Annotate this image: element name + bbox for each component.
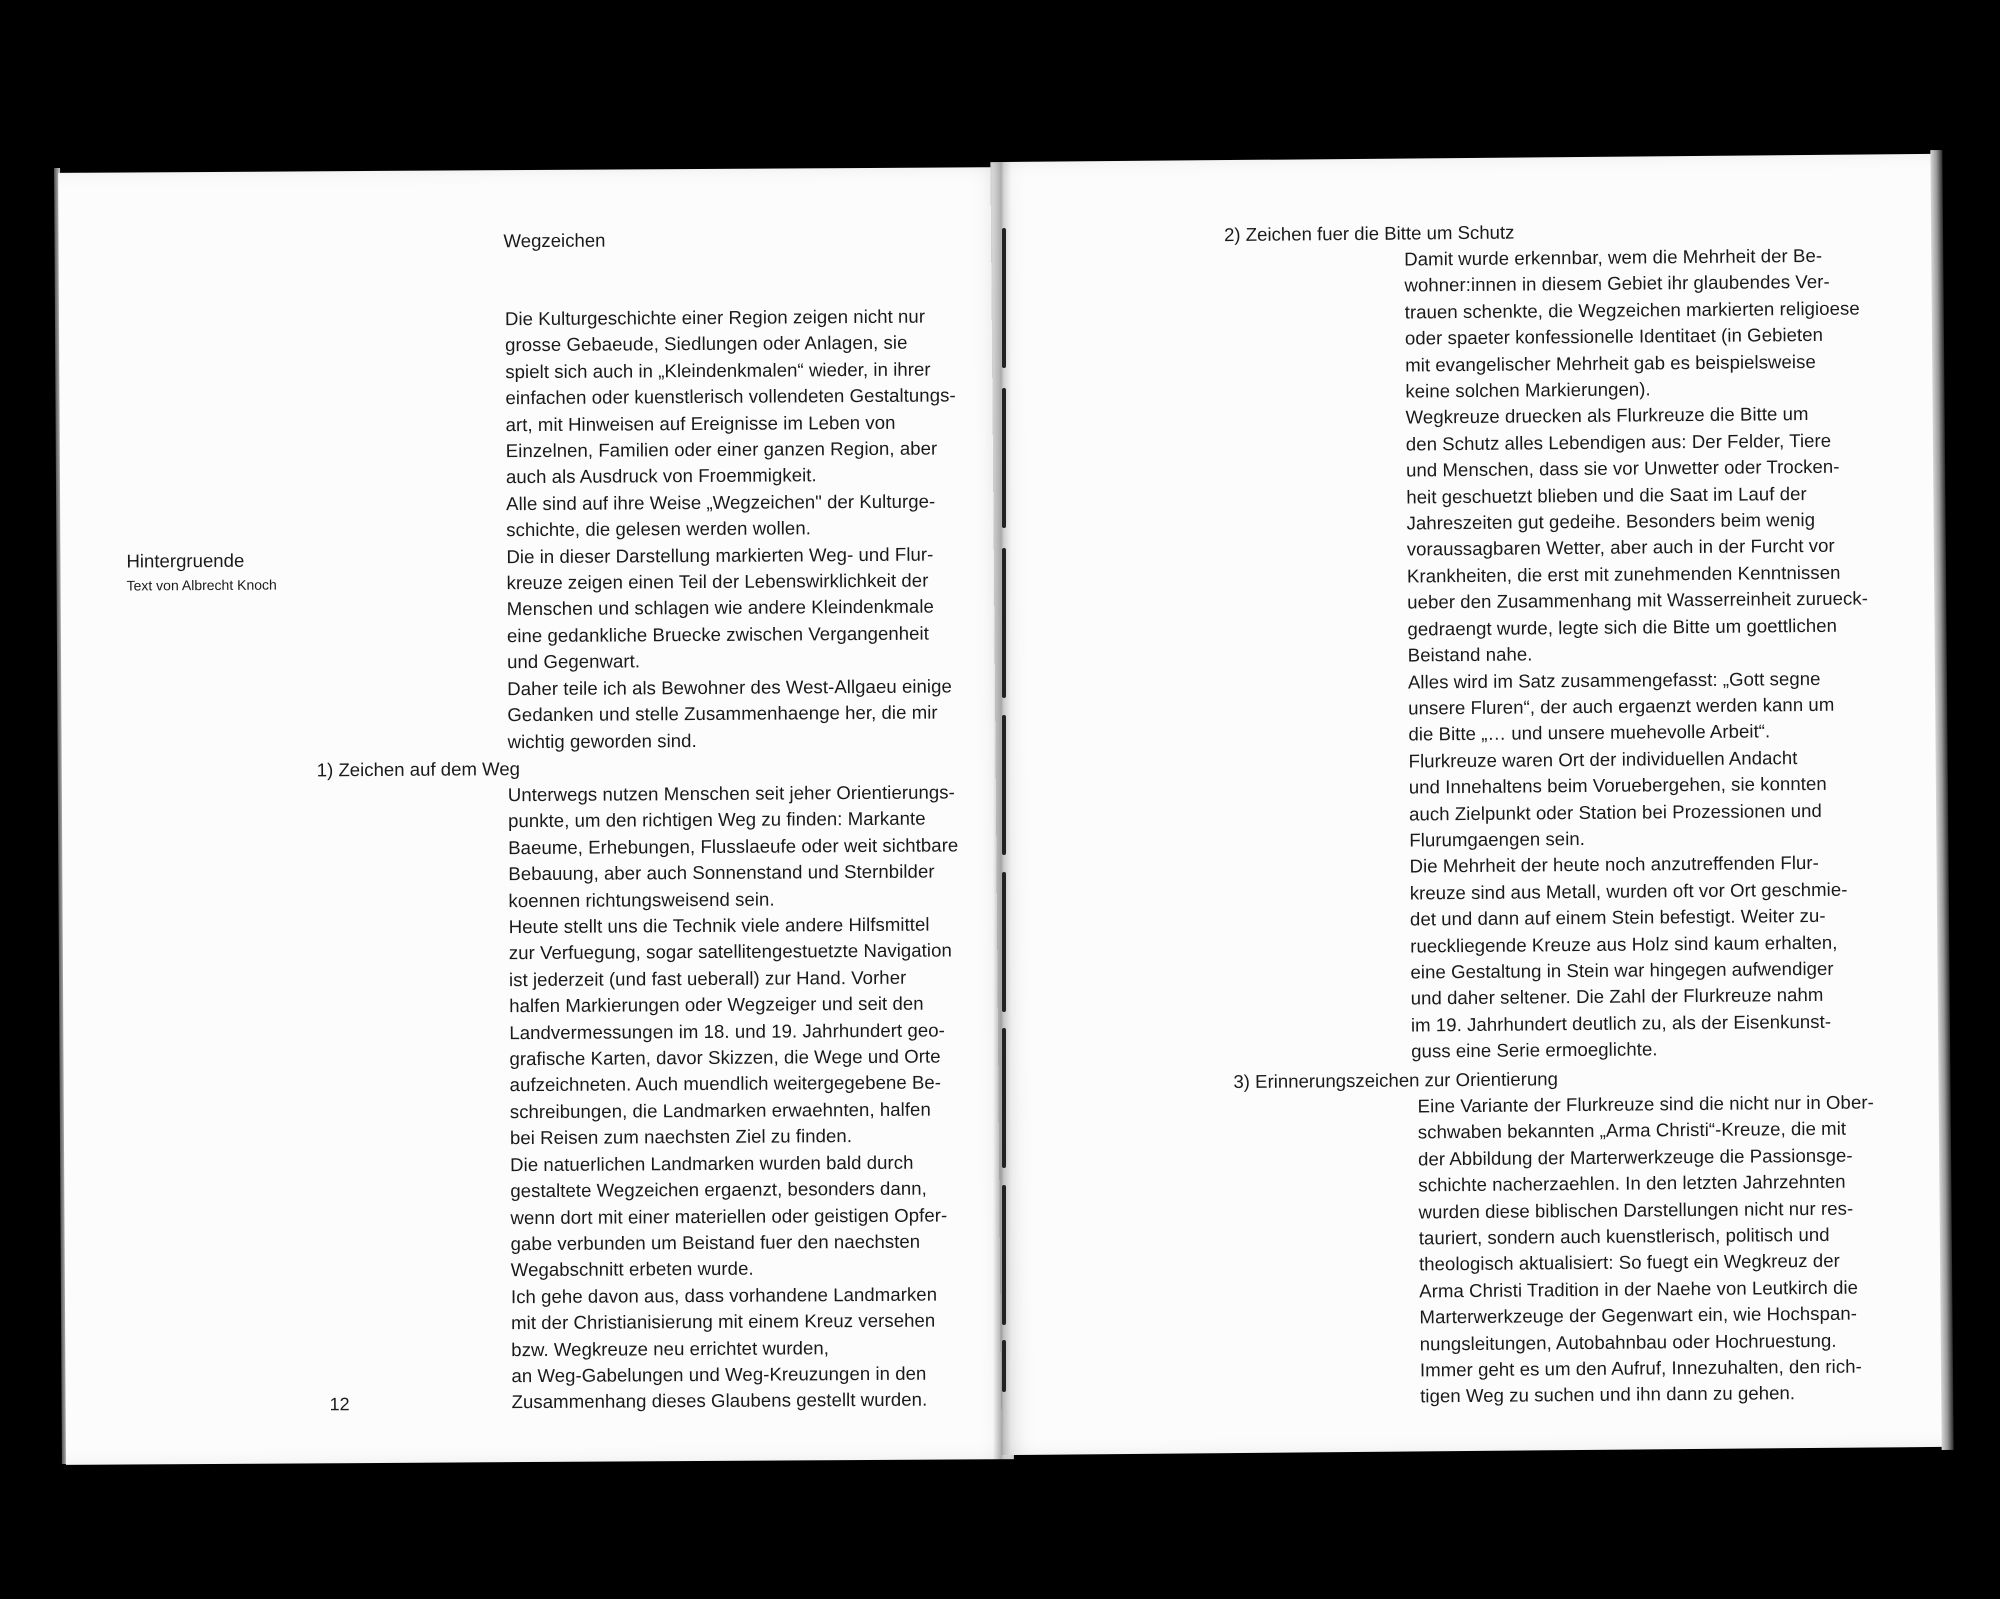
left-page: [58, 167, 1014, 1465]
text-line: voraussagbaren Wetter, aber auch in der Furcht vor: [1406, 535, 1835, 560]
text-line: Die natuerlichen Landmarken wurden bald durch: [510, 1151, 914, 1175]
text-line: Die Mehrheit der heute noch anzutreffenden Flur-: [1409, 852, 1819, 877]
text-line: wenn dort mit einer materiellen oder geistigen Opfer-: [510, 1203, 948, 1228]
section-text-2: [1404, 243, 1872, 1066]
text-line: ist jederzeit (und fast ueberall) zur Hand. Vorher: [508, 966, 907, 991]
text-line: Alles wird im Satz zusammengefasst: „Gott segne: [1407, 667, 1821, 693]
text-line: eine gedankliche Bruecke zwischen Vergangenheit: [506, 622, 929, 647]
text-line: und Innehaltens beim Voruebergehen, sie konnten: [1408, 772, 1827, 798]
text-line: den Schutz alles Lebendigen aus: Der Felder, Tiere: [1405, 429, 1832, 455]
text-line: Landvermessungen im 18. und 19. Jahrhundert geo-: [509, 1019, 945, 1043]
text-line: unsere Fluren“, der auch ergaenzt werden kann um: [1408, 693, 1835, 719]
text-line: Flurumgaengen sein.: [1409, 827, 1586, 851]
text-line: Einzelnen, Familien oder einer ganzen Region, aber: [505, 437, 938, 462]
binding-stitch: [1002, 1028, 1006, 1168]
binding-stitch: [1002, 872, 1006, 1012]
text-line: Die in dieser Darstellung markierten Weg- und Flur-: [506, 543, 934, 567]
text-line: punkte, um den richtigen Weg zu finden: Markante: [507, 808, 926, 832]
text-line: Marterwerkzeuge der Gegenwart ein, wie Hochspan-: [1419, 1302, 1858, 1328]
text-line: tigen Weg zu suchen und ihn dann zu gehen.: [1420, 1382, 1796, 1407]
text-line: mit evangelischer Mehrheit gab es beispielsweise: [1405, 350, 1816, 376]
text-line: schreibungen, die Landmarken erwaehnten, halfen: [509, 1098, 931, 1123]
intro-text: [505, 303, 958, 755]
text-line: kreuze zeigen einen Teil der Lebenswirklichkeit der: [506, 569, 929, 594]
text-line: grosse Gebaeude, Siedlungen oder Anlagen, sie: [505, 332, 908, 356]
binding-stitch: [1002, 228, 1006, 368]
text-line: Wegkreuze druecken als Flurkreuze die Bitte um: [1405, 403, 1809, 428]
text-line: tauriert, sondern auch kuenstlerisch, politisch und: [1418, 1223, 1830, 1249]
text-line: nungsleitungen, Autobahnbau oder Hochruestung.: [1419, 1329, 1837, 1355]
text-line: det und dann auf einem Stein befestigt. Weiter zu-: [1409, 905, 1826, 930]
text-line: spielt sich auch in „Kleindenkmalen“ wieder, in ihrer: [505, 358, 931, 382]
text-line: ueber den Zusammenhang mit Wasserreinheit zurueck-: [1407, 587, 1868, 613]
section-heading-3: 3) Erinnerungszeichen zur Orientierung: [1233, 1068, 1559, 1093]
text-line: und Menschen, dass sie vor Unwetter oder Trocken-: [1405, 455, 1840, 481]
text-line: schichte, die gelesen werden wollen.: [506, 517, 811, 541]
text-line: schwaben bekannten „Arma Christi“-Kreuze, die mit: [1417, 1118, 1847, 1143]
text-line: Bebauung, aber auch Sonnenstand und Sternbilder: [508, 860, 935, 885]
text-line: oder spaeter konfessionelle Identitaet (in Gebieten: [1404, 324, 1824, 349]
text-line: Baeume, Erhebungen, Flusslaeufe oder weit sichtbare: [508, 834, 959, 858]
text-line: die Bitte „… und unsere muehevolle Arbeit“.: [1408, 720, 1771, 745]
text-line: koennen richtungsweisend sein.: [508, 888, 775, 911]
text-line: Ich gehe davon aus, dass vorhandene Landmarken: [510, 1283, 938, 1307]
text-line: keine solchen Markierungen).: [1405, 378, 1651, 402]
text-line: an Weg-Gabelungen und Weg-Kreuzungen in den: [511, 1362, 927, 1387]
text-line: Gedanken und stelle Zusammenhaenge her, die mir: [507, 701, 938, 726]
text-line: wohner:innen in diesem Gebiet ihr glaubendes Ver-: [1404, 271, 1830, 296]
binding-stitch: [1002, 1340, 1006, 1392]
text-line: aufzeichneten. Auch muendlich weitergegebene Be-: [509, 1071, 942, 1096]
text-line: wichtig geworden sind.: [507, 729, 697, 752]
binding-stitch: [1002, 715, 1006, 855]
text-line: Flurkreuze waren Ort der individuellen Andacht: [1408, 746, 1798, 772]
text-line: Arma Christi Tradition in der Naehe von Leutkirch die: [1419, 1276, 1859, 1302]
text-line: rueckliegende Kreuze aus Holz sind kaum erhalten,: [1410, 931, 1838, 957]
text-line: theologisch aktualisiert: So fuegt ein Wegkreuz der: [1418, 1250, 1840, 1275]
binding-stitch: [1002, 1185, 1006, 1325]
text-line: heit geschuetzt blieben und die Saat im Lauf der: [1406, 482, 1807, 508]
text-line: Eine Variante der Flurkreuze sind die nicht nur in Ober-: [1417, 1091, 1874, 1117]
section-text-1: [508, 779, 962, 1415]
text-line: Menschen und schlagen wie andere Kleindenkmale: [506, 596, 934, 620]
text-line: Alle sind auf ihre Weise „Wegzeichen" der Kulturge-: [506, 490, 936, 515]
text-line: einfachen oder kuenstlerisch vollendeten Gestaltungs-: [505, 384, 956, 409]
text-line: guss eine Serie ermoeglichte.: [1411, 1038, 1658, 1062]
text-line: der Abbildung der Marterwerkzeuge die Passionsge-: [1417, 1144, 1853, 1170]
text-line: Zusammenhang dieses Glaubens gestellt wurden.: [511, 1388, 928, 1413]
side-heading: Hintergruende: [126, 549, 245, 572]
text-line: art, mit Hinweisen auf Ereignisse im Leben von: [505, 411, 896, 435]
text-line: wurden diese biblischen Darstellungen nicht nur res-: [1418, 1197, 1854, 1223]
text-line: gedraengt wurde, legte sich die Bitte um goettlichen: [1407, 614, 1838, 640]
text-line: grafische Karten, davor Skizzen, die Wege und Orte: [509, 1045, 941, 1070]
text-line: bzw. Wegkreuze neu errichtet wurden,: [511, 1336, 830, 1360]
text-line: Jahreszeiten gut gedeihe. Besonders beim wenig: [1406, 509, 1816, 534]
text-line: gabe verbunden um Beistand fuer den naechsten: [510, 1230, 921, 1255]
text-line: Heute stellt uns die Technik viele andere Hilfsmittel: [508, 913, 930, 938]
text-line: gestaltete Wegzeichen ergaenzt, besonders dann,: [510, 1177, 927, 1202]
text-line: und daher seltener. Die Zahl der Flurkreuze nahm: [1410, 984, 1824, 1009]
text-line: Immer geht es um den Aufruf, Innezuhalten, den rich-: [1419, 1355, 1862, 1381]
section-text-3: [1418, 1089, 1877, 1410]
text-line: Unterwegs nutzen Menschen seit jeher Orientierungs-: [507, 781, 955, 806]
text-line: und Gegenwart.: [506, 650, 641, 673]
page-title: Wegzeichen: [503, 229, 606, 252]
text-line: Krankheiten, die erst mit zunehmenden Kenntnissen: [1406, 561, 1841, 587]
author-credit: Text von Albrecht Knoch: [126, 576, 277, 594]
text-line: kreuze sind aus Metall, wurden oft vor Ort geschmie-: [1409, 878, 1848, 904]
binding-stitch: [1002, 388, 1006, 528]
right-page: [990, 154, 1943, 1455]
text-line: mit der Christianisierung mit einem Kreuz versehen: [511, 1309, 936, 1334]
text-line: eine Gestaltung in Stein war hingegen aufwendiger: [1410, 957, 1834, 983]
text-line: auch Zielpunkt oder Station bei Prozessionen und: [1408, 799, 1822, 825]
text-line: trauen schenkte, die Wegzeichen markierten religioese: [1404, 297, 1860, 323]
text-line: bei Reisen zum naechsten Ziel zu finden.: [509, 1125, 853, 1149]
text-line: Damit wurde erkennbar, wem die Mehrheit der Be-: [1404, 244, 1823, 270]
text-line: Daher teile ich als Bewohner des West-Allgaeu einige: [507, 675, 952, 699]
section-heading-1: 1) Zeichen auf dem Weg: [316, 758, 521, 781]
text-line: schichte nacherzaehlen. In den letzten Jahrzehnten: [1418, 1170, 1846, 1196]
text-line: Beistand nahe.: [1407, 643, 1533, 666]
text-line: Die Kulturgeschichte einer Region zeigen nicht nur: [504, 305, 926, 330]
text-line: halfen Markierungen oder Wegzeiger und seit den: [509, 992, 924, 1017]
text-line: Wegabschnitt erbeten wurde.: [510, 1257, 754, 1281]
binding-stitch: [1002, 548, 1006, 698]
text-line: auch als Ausdruck von Froemmigkeit.: [505, 464, 817, 488]
section-heading-2: 2) Zeichen fuer die Bitte um Schutz: [1223, 221, 1515, 246]
text-line: im 19. Jahrhundert deutlich zu, als der Eisenkunst-: [1410, 1010, 1832, 1036]
text-line: zur Verfuegung, sogar satellitengestuetzte Navigation: [508, 939, 952, 964]
page-number: 12: [329, 1394, 350, 1415]
